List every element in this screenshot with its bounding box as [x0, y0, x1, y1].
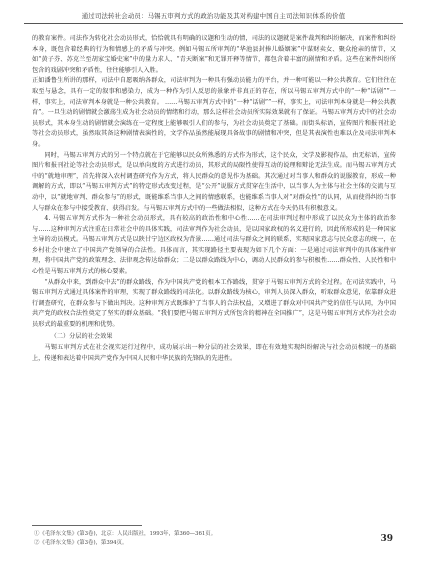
header-rule — [24, 23, 403, 24]
paragraph-1: 的教育案件。司法作为转化社会动员形式，恰恰就具有明确的议题和生动的情，司法的议题就是案件裁判和纠纷解决，而案件和纠纷本身，既包含着经典的行为和情感上的矛盾与冲突。例如马锡五所审判的“华池县封捧儿婚姻案”中谋财卖女、聚众抢亲的情节，又如“黄子芬、苏克兰至胡家宝婚史案”中的量力求人、“青天断案”和无罪开释等情节，都包含着丰富的剧情和矛盾。这些在案件纠纷所包含的戏剧冲突和矛盾性，往往能够引人入胜。 — [32, 35, 396, 74]
body-text — [32, 34, 396, 364]
paragraph-2: 正如潘鲁生所讲的那样，司法中自愿吸纳各群众，司法审判为一种具有强动员能力的平台，并一种可能以一种公共教育。它们往往在取至与悬念，具有一定的叙事和感染力，成为一种作为引人反思的景象并非真正的存在，所以马锡五审判方式中的“一种“话剧””一样，事实上，司法审判本身就是一种公共教育。 ……马锡五审判方式中的“一种“话剧””一样，事实上，司法审判本身就是一种公共教育”。一旦生动的剧情就会激荡生成为社会动员的情绪和行动，那么这样社会动员所实际效果就有了保证。马锡五审判方式中的社会动员形式，其本身生动的剧情就会演练在一定程度上能够吸引人们的参与，为社会动员奠定了基础。而街头标语，宣传图片和报刊社论等社会动员形式，虽然取其备这种剧情表演性的，文学作品虽然能展现具备故事的剧情和冲突，但是其表演性也难以企及司法审判本身。 — [32, 77, 396, 148]
paragraph-5: “从群众中来，到群众中去”的群众路线，作为中国共产党的根本工作路线，贯穿于马锡五审判方式的全过程。在司法实践中，马锡五审判方式通过具体案件的审理，实现了群众路线的司法化。以群众路线为核心，审判人员深入群众，听取群众意见，依靠群众进行调查研究，在群众参与下做出判决。这种审判方式既维护了当事人的合法权益，又增进了群众对中国共产党的信任与认同，为中国共产党的政权合法性奠定了坚实的群众基础。“我们要把马锡五审判方式所包含的精神在全国推广”，这是马锡五审判方式作为社会动员形式的最重要的机理和优势。 — [32, 278, 396, 329]
paragraph-4: 4. 马锡五审判方式作为一种社会动员形式，具有较高的政治性和中心性……在司法审判过程中形成了以民众为主体的政治参与……这种审判方式注重在日常社会中的具体实践，司法审判作为社会动员，是以国家政权的名义进行的，因此所形成的是一种国家主导的动员模式。马锡五审判方式是以陕甘宁边区政权为背景……通过司法与群众之间的联系，实现国家意志与民众意志的统一，在乡村社会中建立了中国共产党领导的合法性。具体而言，其实现路径主要表现为如下几个方面：一是通过司法审判中的具体案件审理，将中国共产党的政策理念、法律观念传达给群众；二是以群众路线为中心，调动人民群众的参与积极性……群众性、人民性和中心性是马锡五审判方式的核心要素。 — [32, 215, 396, 276]
paragraph-3: 同时，马锡五审判方式的另一个特点就在于它能够以民众所熟悉的方式作为形式，这个民众，文学及影视作品，由无标语，宣传图片和报刊社论等社会动员形式，是以单向度的方式进行动员，其形式的局限性使得互动的说理和辩论无法生成。而马锡五审判方式中的“就地审理”，首先将深入农村调查研究作为方式，将人民群众的意见作为基础。其次通过对当事人和群众的说服教育，形成一种调解的方式，即以“马锡五审判方式”的特定形式改变过程，是“公开”说服方式贯穿在生活中，以当事人为主体与社会主体的交流与互动中，以“就地审判、群众参与”的形式，既能维系当事人之间的情感联系，也能维系当事人对“对群众性”的认同，从而使得纠纷当事人与群众在参与中接受教育、获得启发。与马锡五审判方式中的一些做法相似，这种方式在今天仍具有积极意义。 — [32, 151, 396, 212]
footnote-2: ②《毛泽东文集》(第3卷)，第394页。 — [34, 540, 128, 546]
paragraph-6: 马锡五审判方式在社会视实运行过程中，成功展示出一种分层的社会效果，即在有效地实现纠纷解决与社会动员相统一的基础上，传递和表达着中国共产党作为中国人民和中华民族的先锋队的先进性。 — [32, 344, 396, 362]
footnotes — [32, 530, 216, 548]
running-header: 通过司法转社会动员：马锡五审判方式的政治功能及其对构建中国自主司法知识体系的价值 — [81, 12, 346, 20]
footnote-1: ①《毛泽东文集》(第3卷)，北京：人民出版社，1993年，第360—361页。 — [34, 531, 217, 537]
section-subheading: （二）分层的社会效果 — [50, 332, 113, 340]
page-number: 39 — [380, 534, 393, 544]
footnote-rule — [32, 525, 142, 526]
